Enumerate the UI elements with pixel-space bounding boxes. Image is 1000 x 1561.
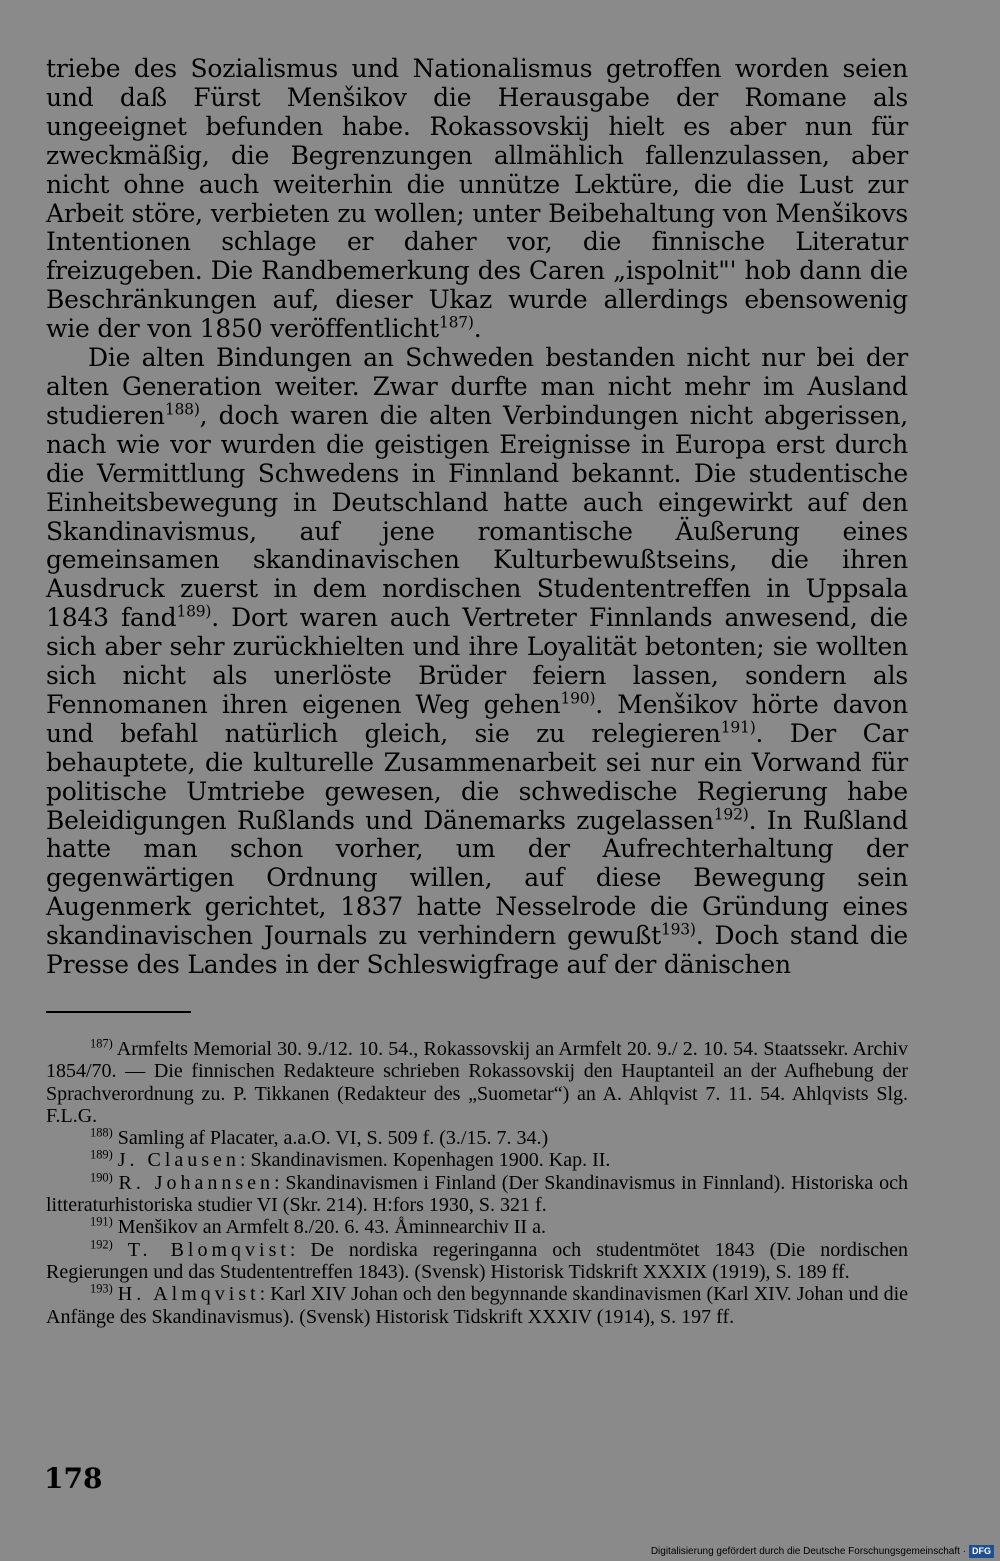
- footnote-number: 189): [90, 1147, 113, 1162]
- main-text: [46, 55, 908, 980]
- footnote-number: 188): [90, 1125, 113, 1140]
- footnotes: [46, 1038, 908, 1328]
- footnote-number: 191): [90, 1214, 113, 1229]
- footnote-192: [46, 1239, 908, 1284]
- footnote-author: J. Clausen: [117, 1149, 240, 1172]
- footnote-text: : Skandinavismen i Finland (Der Skandinavismus in Finnland). Historiska och litteraturhistoriska studier VI (Skr. 214). H:fors 1930, S. 321 f.: [46, 1171, 908, 1217]
- footnote-number: 187): [90, 1036, 113, 1051]
- footnote-author: H. Almqvist: [117, 1283, 260, 1306]
- footnote-text: Armfelts Memorial 30. 9./12. 10. 54., Rokassovskij an Armfelt 20. 9./ 2. 10. 54. Staatssekr. Archiv 1854/70. — Die finnischen Redakteure schrieben Rokassovskij den Hauptanteil an der Aufhebung der Sprachverordnung zu. P. Tikkanen (Redakteur des „Suometar“) an A. Ahlqvist 7. 11. 54. Ahlqvists Slg. F.L.G.: [46, 1038, 908, 1127]
- paragraph-1-end: .: [473, 314, 482, 344]
- footnote-author: R. Johannsen: [118, 1171, 275, 1194]
- footnote-ref-193: 193): [660, 920, 696, 939]
- paragraph-2-text-e: . Der Car behauptete, die kulturelle Zusammenarbeit sei nur ein Vorwand für politische Umtriebe gewesen, die schwedische Regierung habe Beleidigungen Rußlands und Dänemarks zugelassen: [46, 718, 908, 835]
- footnote-188: [46, 1127, 908, 1149]
- footnote-text: : Skandinavismen. Kopenhagen 1900. Kap. II.: [239, 1149, 611, 1172]
- footnote-187: [46, 1038, 908, 1127]
- footnote-ref-191: 191): [720, 718, 756, 737]
- footnote-text: Menšikov an Armfelt 8./20. 6. 43. Åminnearchiv II a.: [112, 1216, 546, 1239]
- paragraph-2-text-a: Die alten Bindungen an Schweden bestanden nicht nur bei der alten Generation weiter. Zwar durfte man nicht mehr im Ausland studieren: [46, 343, 908, 430]
- footnote-text: : Karl XIV Johan och den begynnande skandinavismen (Karl XIV. Johan und die Anfänge des Skandinavismus). (Svensk) Historisk Tidskrift XXXIV (1914), S. 197 ff.: [46, 1283, 909, 1328]
- footnote-ref-187: 187): [438, 313, 474, 332]
- footnote-divider: [46, 1011, 191, 1013]
- footnote-author: T. Blomqvist: [127, 1238, 290, 1261]
- footnote-number: 193): [90, 1281, 113, 1296]
- dfg-logo-icon: DFG: [969, 1545, 994, 1558]
- footnote-number: 190): [90, 1170, 113, 1185]
- page-number: 178: [44, 1462, 103, 1495]
- paragraph-1: [46, 55, 908, 344]
- footnote-ref-189: 189): [176, 602, 212, 621]
- footnote-193: [46, 1283, 908, 1328]
- paragraph-2-text-d: . Menšikov hörte davon und befahl natürlich gleich, sie zu relegieren: [46, 689, 908, 748]
- paragraph-2-text-g: . Doch stand die Presse des Landes in der Schleswigfrage auf der dänischen: [46, 921, 909, 980]
- footnote-text: Samling af Placater, a.a.O. VI, S. 509 f. (3./15. 7. 34.): [112, 1127, 549, 1150]
- footnote-ref-188: 188): [164, 400, 200, 419]
- footnote-ref-192: 192): [713, 805, 749, 824]
- footnote-number: 192): [90, 1237, 113, 1252]
- paragraph-2-text-b: , doch waren die alten Verbindungen nicht abgerissen, nach wie vor wurden die geistigen Ereignisse in Europa erst durch die Vermittlung Schwedens in Finnland bekannt. Die studentische Einheitsbewegung in Deutschland hatte auch eingewirkt auf den Skandinavismus, auf jene romantische Äußerung eines gemeinsamen skandinavischen Kulturbewußtseins, die ihren Ausdruck zuerst in dem nordischen Studententreffen in Uppsala 1843 fand: [46, 400, 908, 633]
- paragraph-2: [46, 344, 908, 980]
- footnote-189: [46, 1149, 908, 1171]
- digitization-credit: [651, 1545, 994, 1558]
- footnote-191: [46, 1216, 908, 1238]
- paragraph-2-text-c: . Dort waren auch Vertreter Finnlands anwesend, die sich aber sehr zurückhielten und ihre Loyalität betonten; sie wollten sich nicht als unerlöste Brüder feiern lassen, sondern als Fennomanen ihren eigenen Weg gehen: [46, 603, 908, 719]
- paragraph-2-text-f: . In Rußland hatte man schon vorher, um der Aufrechterhaltung der gegenwärtigen Ordnung willen, auf diese Bewegung sein Augenmerk gerichtet, 1837 hatte Nesselrode die Gründung eines skandinavischen Journals zu verhindern gewußt: [46, 805, 908, 951]
- footnote-190: [46, 1172, 908, 1217]
- paragraph-1-text: triebe des Sozialismus und Nationalismus getroffen worden seien und daß Fürst Menšikov die Herausgabe der Romane als ungeeignet befunden habe. Rokassovskij hielt es aber nun für zweckmäßig, die Begrenzungen allmählich fallenzulassen, aber nicht ohne auch weiterhin die unnütze Lektüre, die die Lust zur Arbeit störe, verbieten zu wollen; unter Beibehaltung von Menšikovs Intentionen schlage er daher vor, die finnische Literatur freizugeben. Die Randbemerkung des Caren „ispolnit"' hob dann die Beschränkungen auf, dieser Ukaz wurde allerdings ebensowenig wie der von 1850 veröffentlicht: [46, 54, 908, 344]
- footnote-ref-190: 190): [560, 689, 596, 708]
- footnote-text: : De nordiska regeringanna och studentmötet 1843 (Die nordischen Regierungen und das Studententreffen 1843). (Svensk) Historisk Tidskrift XXXIX (1919), S. 189 ff.: [46, 1238, 908, 1283]
- credit-text: Digitalisierung gefördert durch die Deutsche Forschungsgemeinschaft ·: [650, 1546, 966, 1557]
